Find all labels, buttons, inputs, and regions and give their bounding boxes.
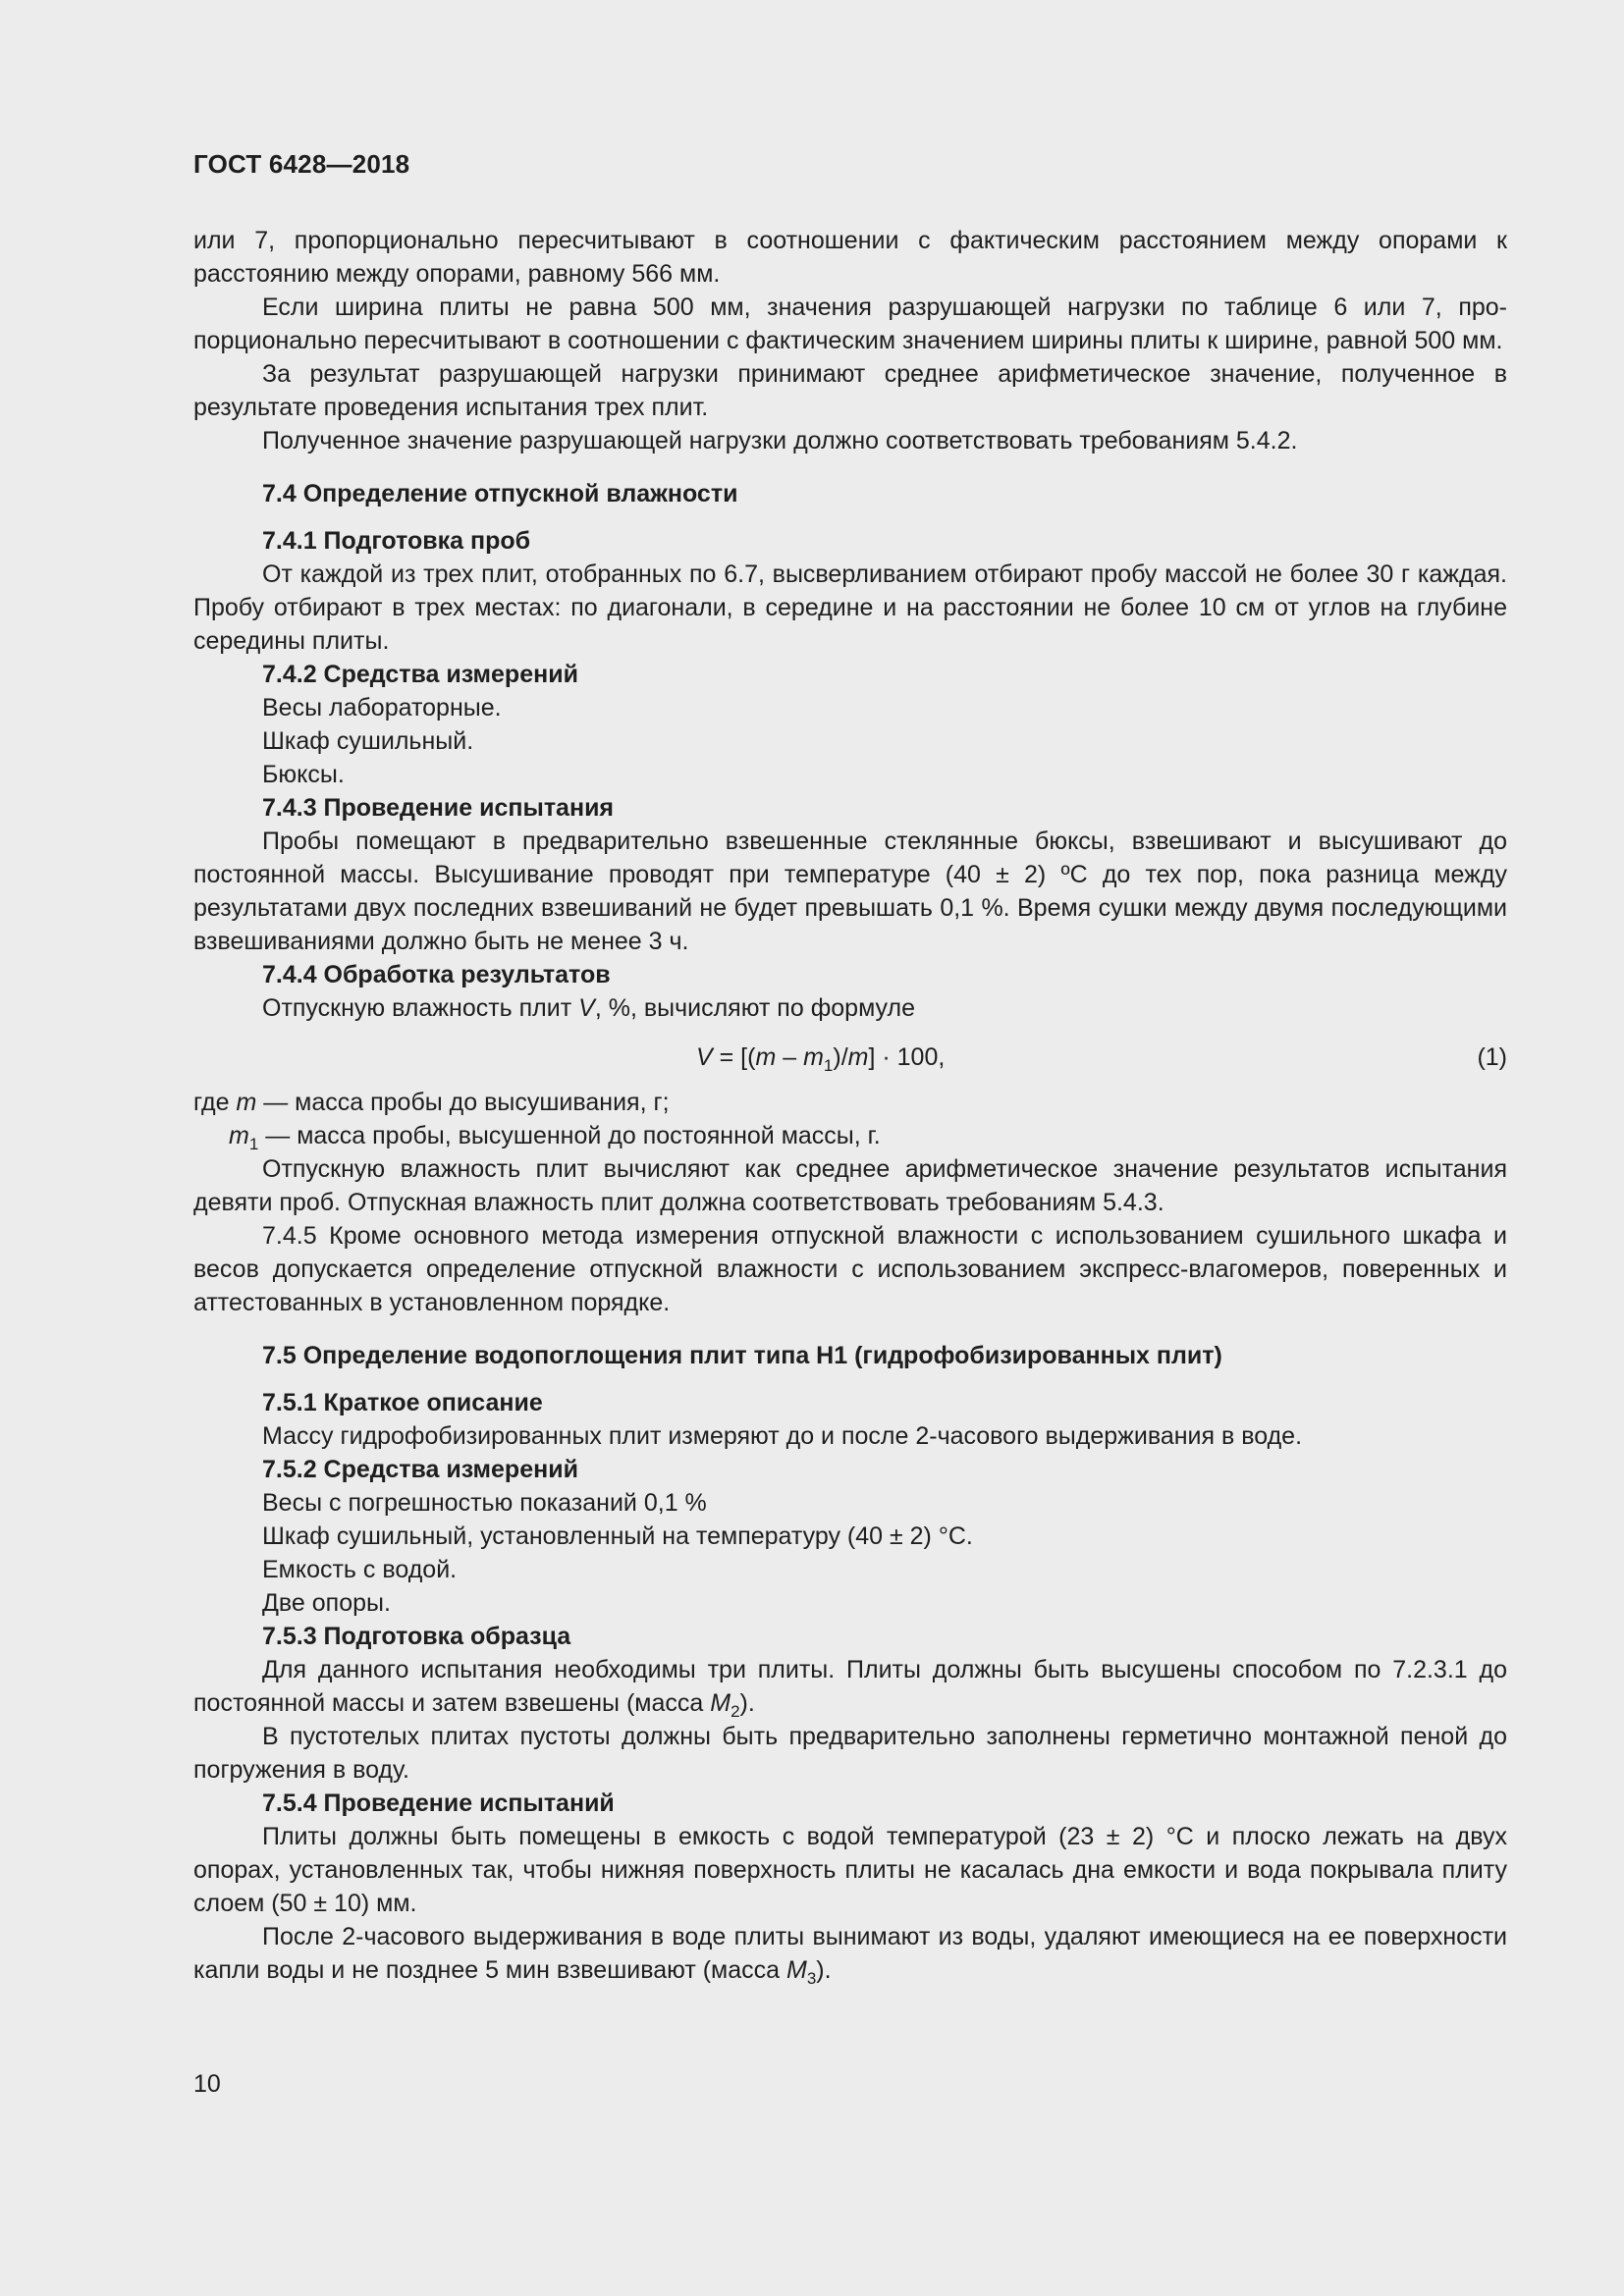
subsection-heading-7-5-4: 7.5.4 Проведение испытаний [262,1789,615,1817]
paragraph: Полученное значение разрушающей нагрузки должно соответствовать требованиям 5.4.2. [262,427,1298,454]
text-run: После 2-часового выдерживания в воде плиты вынимают из воды, удаляют имеющиеся на ее поверхности капли воды и не позднее 5 мин взвешивают (масса [193,1923,1507,1984]
variable: m [755,1043,777,1071]
subscript: 1 [248,1135,259,1153]
paragraph [193,1920,1507,1987]
text-run: — масса пробы до высушивания, г; [256,1089,670,1116]
paragraph: Пробы помещают в предварительно взвешенные стеклянные бюксы, взвешивают и высушивают до постоянной массы. Высушивание проводят при температуре (40 ± 2) ºС до тех пор, пока разница между результатами двух последних взвешиваний не будет превышать 0,1 %. Время сушки между двумя последующими взвешиваниями должно быть не менее 3 ч. [193,828,1507,955]
text-run: ). [816,1956,832,1984]
subsection-heading-7-4-2: 7.4.2 Средства измерений [262,661,578,688]
paragraph: или 7, пропорционально пересчитывают в соотношении с фактическим расстоянием между опорами к расстоянию между опорами, равному 566 мм. [193,227,1507,288]
text-run: — масса пробы, высушенной до постоянной массы, г. [258,1122,881,1149]
formula-part: ] · 100, [868,1043,946,1071]
paragraph: Отпускную влажность плит вычисляют как среднее арифметическое значение результатов испытания девяти проб. Отпускная влажность плит должна соответствовать требованиям 5.4.3. [193,1155,1507,1216]
variable: V [696,1043,713,1071]
subscript: 1 [823,1056,834,1075]
variable: m [229,1122,249,1149]
formula-number: (1) [1477,1043,1507,1071]
document-header: ГОСТ 6428—2018 [193,149,410,179]
subsection-heading-7-4-4: 7.4.4 Обработка результатов [262,961,611,988]
subsection-heading-7-4-1: 7.4.1 Подготовка проб [262,527,531,555]
list-item: Шкаф сушильный, установленный на температуру (40 ± 2) °С. [262,1522,973,1550]
formula-part: = [( [712,1043,756,1071]
variable: M [785,1956,807,1984]
variable: m [847,1043,869,1071]
paragraph: Если ширина плиты не равна 500 мм, значения разрушающей нагрузки по таблице 6 или 7, пропорционально пересчитывают в соотношении с фактическим значением ширины плиты к ширине, равной 500 мм. [193,294,1507,354]
paragraph: В пустотелых плитах пустоты должны быть предварительно заполнены герметично монтажной пеной до погружения в воду. [193,1723,1507,1784]
formula [696,1041,945,1074]
where-line [193,1086,1507,1119]
subsection-heading-7-4-3: 7.4.3 Проведение испытания [262,794,615,822]
formula-block [193,1041,1507,1074]
document-body [193,224,1507,1987]
section-heading-7-4: 7.4 Определение отпускной влажности [262,480,738,507]
variable: M [710,1689,731,1717]
text-run: ). [739,1689,755,1717]
page-number: 10 [193,2070,221,2098]
subsection-heading-7-5-1: 7.5.1 Краткое описание [262,1389,543,1416]
list-item: Емкость с водой. [262,1556,458,1583]
subsection-heading-7-5-3: 7.5.3 Подготовка образца [262,1623,571,1650]
list-item: Весы лабораторные. [262,694,502,721]
variable: m [803,1043,824,1071]
text-run: Для данного испытания необходимы три плиты. Плиты должны быть высушены способом по 7.2.3.1 до постоянной массы и затем взвешены (масса [193,1656,1507,1717]
text-run: Отпускную влажность плит [262,994,579,1022]
subscript: 2 [731,1702,740,1721]
text-run: , %, вычисляют по формуле [594,994,915,1022]
paragraph: 7.4.5 Кроме основного метода измерения отпускной влажности с использованием сушильного шкафа и весов допускается определение отпускной влажности с использованием экспресс-влагомеров, поверенных и аттестованных в установленном порядке. [193,1222,1507,1316]
variable: m [236,1089,257,1116]
paragraph: Плиты должны быть помещены в емкость с водой температурой (23 ± 2) °С и плоско лежать на двух опорах, установленных так, чтобы нижняя поверхность плиты не касалась дна емкости и вода покрывала плиту слоем (50 ± 10) мм. [193,1823,1507,1917]
formula-part: – [776,1043,804,1071]
list-item: Две опоры. [262,1589,391,1617]
list-item: Весы с погрешностью показаний 0,1 % [262,1489,707,1517]
paragraph: От каждой из трех плит, отобранных по 6.7, высверливанием отбирают пробу массой не более 30 г каждая. Пробу отбирают в трех местах: по диагонали, в середине и на расстоянии не более 10 см от углов на глубине середины плиты. [193,561,1507,655]
paragraph [193,1653,1507,1720]
paragraph: Массу гидрофобизированных плит измеряют до и после 2-часового выдерживания в воде. [262,1422,1303,1450]
text-run: где [193,1089,237,1116]
paragraph: За результат разрушающей нагрузки принимают среднее арифметическое значение, полученное в результате проведения испытания трех плит. [193,360,1507,421]
where-line [193,1119,1507,1152]
formula-part: )/ [833,1043,848,1071]
subscript: 3 [806,1969,817,1988]
list-item: Бюксы. [262,761,345,788]
list-item: Шкаф сушильный. [262,727,474,755]
paragraph [193,991,1507,1025]
section-heading-7-5: 7.5 Определение водопоглощения плит типа Н1 (гидрофобизированных плит) [262,1342,1222,1369]
variable: V [578,994,595,1022]
subsection-heading-7-5-2: 7.5.2 Средства измерений [262,1456,578,1483]
